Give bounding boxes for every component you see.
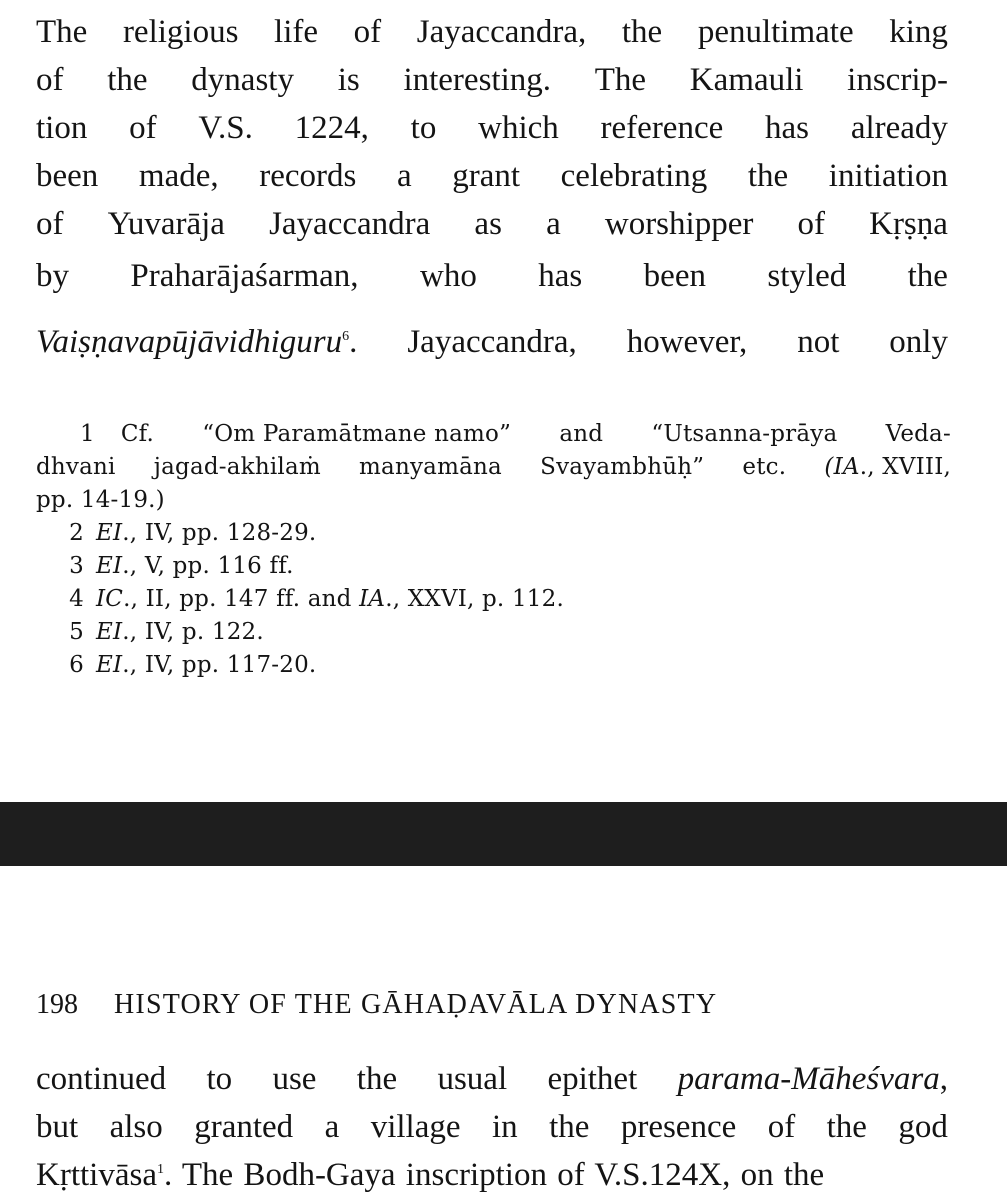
word: Kamauli: [689, 62, 804, 98]
word: of: [767, 1109, 796, 1145]
body-line-1: [36, 8, 948, 56]
word: the: [107, 62, 148, 98]
word: granted: [194, 1109, 294, 1145]
word: Jayaccandra,: [407, 324, 577, 360]
word: presence: [620, 1109, 737, 1145]
footnote-number: 2: [69, 520, 84, 546]
word: as: [474, 206, 502, 242]
lower-line-3: Kṛttivāsa$^1$. The Bodh-Gaya inscription of V.S.124X, on the: [36, 1157, 825, 1193]
word: a: [396, 158, 412, 194]
word: which: [478, 110, 559, 146]
word: the: [549, 1109, 590, 1145]
word: worshipper: [604, 206, 754, 242]
word: styled: [767, 258, 847, 294]
word: has: [538, 258, 583, 294]
footnote-1-line-3: pp. 14-19.): [36, 487, 165, 513]
word: The: [594, 62, 647, 98]
word: The: [36, 14, 88, 50]
word: made,: [138, 158, 219, 194]
word: but: [36, 1109, 79, 1145]
word: of: [129, 110, 157, 146]
word: tion: [36, 110, 88, 146]
word: grant: [452, 158, 521, 194]
word: of: [797, 206, 825, 242]
word: initiation: [828, 158, 948, 194]
word: of: [36, 206, 64, 242]
word: not: [797, 324, 840, 360]
footnotes: [36, 418, 951, 682]
word: dynasty: [191, 62, 294, 98]
lower-line-2: [36, 1103, 948, 1151]
word: however,: [626, 324, 748, 360]
word: village: [370, 1109, 461, 1145]
word: the: [826, 1109, 867, 1145]
word: records: [259, 158, 357, 194]
page-number: 198: [36, 989, 78, 1020]
footnote-1-line-2: dhvani jagad-akhilaṁ manyamāna Svayambhūḥ” etc. (IA., XVIII,: [36, 454, 951, 480]
word: who: [419, 258, 477, 294]
footnote-number: 1: [80, 421, 95, 447]
word: a: [546, 206, 561, 242]
body-line-2: [36, 56, 948, 104]
footnote-number: 4: [69, 586, 84, 612]
footnote-5: 5 EI., IV, p. 122.: [36, 616, 951, 649]
word: Praharājaśarman,: [130, 258, 359, 294]
footnote-number: 6: [69, 652, 84, 678]
footnote-4: 4 IC., II, pp. 147 ff. and IA., XXVI, p. 112.: [36, 583, 951, 616]
word: inscrip-: [847, 62, 948, 98]
italic-term: parama-Māheśvara: [677, 1061, 940, 1097]
word: penultimate: [697, 14, 854, 50]
word: in: [491, 1109, 518, 1145]
footnote-entries: [36, 517, 951, 682]
word: Kṛṣṇa: [869, 206, 948, 242]
footnote-number: 5: [69, 619, 84, 645]
word: already: [850, 110, 948, 146]
body-line-4: [36, 152, 948, 200]
footnote-number: 3: [69, 553, 84, 579]
word: a: [324, 1109, 340, 1145]
footnote-6: 6 EI., IV, pp. 117-20.: [36, 649, 951, 682]
word: the: [621, 14, 663, 50]
word: is: [337, 62, 360, 98]
word: has: [765, 110, 810, 146]
body-line-5: [36, 200, 948, 248]
word: the: [747, 158, 789, 194]
word: of: [353, 14, 382, 50]
footnote-marker: 6: [342, 329, 350, 344]
word: been: [36, 158, 99, 194]
body-line-7: Vaiṣṇavapūjāvidhiguru$^6$. Jayaccandra, however, not only: [36, 318, 948, 366]
running-title: HISTORY OF THE GĀHAḌAVĀLA DYNASTY: [114, 989, 718, 1020]
word: interesting.: [403, 62, 552, 98]
page-divider: [0, 802, 1007, 866]
body-line-3: [36, 104, 948, 152]
footnote-3: 3 EI., V, pp. 116 ff.: [36, 550, 951, 583]
footnote-2: 2 EI., IV, pp. 128-29.: [36, 517, 951, 550]
running-head: [36, 985, 717, 1025]
italic-term: Vaiṣṇavapūjāvidhiguru: [36, 324, 343, 360]
word: life: [274, 14, 319, 50]
word: Jayaccandra: [269, 206, 431, 242]
footnote-1-line-1: 1 Cf. “Om Paramātmane namo” and “Utsanna-prāya Veda-: [80, 421, 951, 447]
lower-line-1: continued to use the usual epithet parama-Māheśvara,: [36, 1061, 948, 1097]
word: the: [907, 258, 948, 294]
word: by: [36, 258, 69, 294]
word: god: [898, 1109, 948, 1145]
word: reference: [600, 110, 724, 146]
word: religious: [122, 14, 239, 50]
word: V.S.: [198, 110, 253, 146]
word: only: [889, 324, 948, 360]
word: 1224,: [294, 110, 369, 146]
word: to: [410, 110, 437, 146]
word: Jayaccandra,: [416, 14, 587, 50]
word: king: [889, 14, 948, 50]
footnote-marker: 1: [156, 1162, 164, 1177]
body-line-6: [36, 252, 948, 300]
word: been: [643, 258, 706, 294]
word: Yuvarāja: [107, 206, 225, 242]
word: of: [36, 62, 64, 98]
word: celebrating: [560, 158, 708, 194]
word: also: [109, 1109, 163, 1145]
